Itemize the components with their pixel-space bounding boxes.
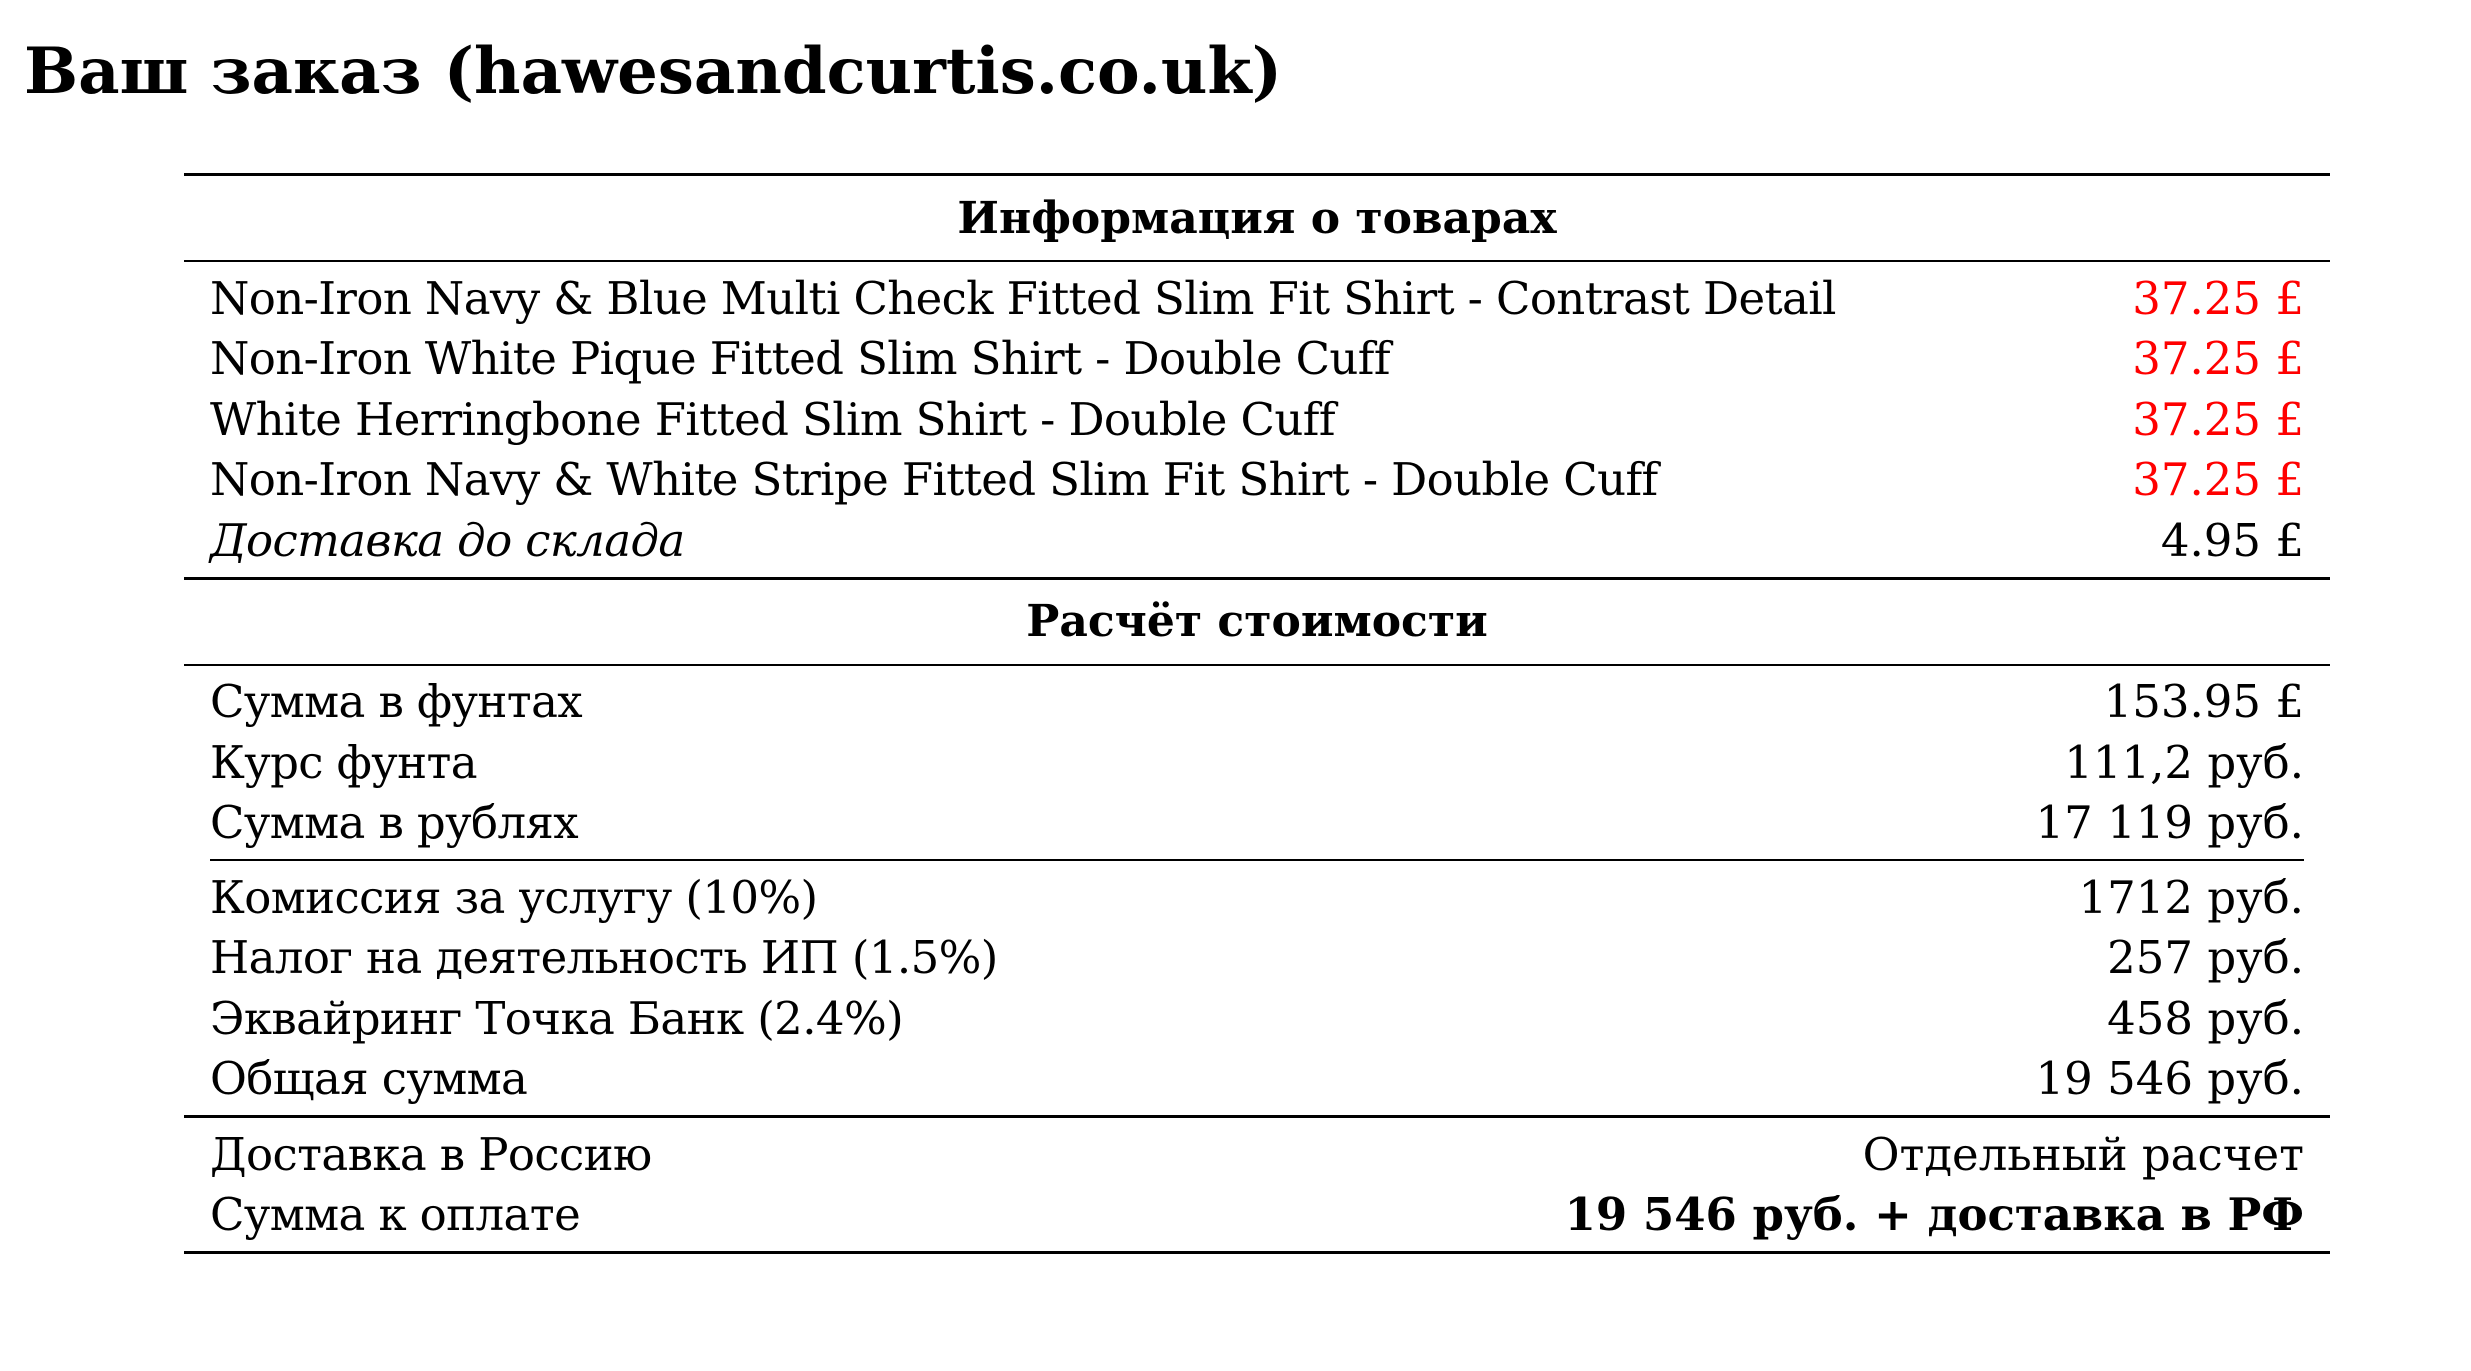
goods-item-name: Non-Iron Navy & White Stripe Fitted Slim Fit Shirt - Double Cuff bbox=[210, 453, 1658, 507]
goods-item-row bbox=[184, 389, 2330, 450]
exchange-rate-value: 111,2 руб. bbox=[2064, 735, 2304, 789]
sum-gbp-row bbox=[184, 672, 2330, 733]
goods-item-name: Non-Iron White Pique Fitted Slim Shirt - Double Cuff bbox=[210, 332, 1390, 386]
goods-item-price: 37.25 £ bbox=[2132, 392, 2304, 446]
final-group bbox=[184, 1118, 2330, 1251]
calculation-section-header: Расчёт стоимости bbox=[1026, 596, 1488, 647]
sum-rub-label: Сумма в рублях bbox=[210, 796, 579, 850]
service-fee-label: Комиссия за услугу (10%) bbox=[210, 870, 818, 924]
sum-gbp-value: 153.95 £ bbox=[2103, 675, 2304, 729]
exchange-rate-row bbox=[184, 732, 2330, 793]
sum-rub-row bbox=[184, 793, 2330, 854]
exchange-rate-label: Курс фунта bbox=[210, 735, 478, 789]
sum-gbp-label: Сумма в фунтах bbox=[210, 675, 583, 729]
service-fee-row bbox=[184, 867, 2330, 928]
total-value: 19 546 руб. bbox=[2035, 1052, 2304, 1106]
amount-to-pay-label: Сумма к оплате bbox=[210, 1188, 581, 1242]
calculation-group-fees bbox=[184, 861, 2330, 1115]
amount-to-pay-value: 19 546 руб. + доставка в РФ bbox=[1564, 1188, 2304, 1242]
goods-item-price: 37.25 £ bbox=[2132, 271, 2304, 325]
goods-item-name: White Herringbone Fitted Slim Shirt - Double Cuff bbox=[210, 392, 1335, 446]
warehouse-delivery-row bbox=[184, 510, 2330, 571]
acquiring-value: 458 руб. bbox=[2107, 991, 2304, 1045]
goods-item-row bbox=[184, 329, 2330, 390]
calculation-group-currency bbox=[184, 666, 2330, 860]
goods-item-name: Non-Iron Navy & Blue Multi Check Fitted Slim Fit Shirt - Contrast Detail bbox=[210, 271, 1836, 325]
tax-label: Налог на деятельность ИП (1.5%) bbox=[210, 931, 998, 985]
amount-to-pay-row bbox=[184, 1185, 2330, 1246]
tax-row bbox=[184, 928, 2330, 989]
warehouse-delivery-value: 4.95 £ bbox=[2160, 513, 2304, 567]
page-title: Ваш заказ (hawesandcurtis.co.uk) bbox=[24, 34, 1282, 109]
tax-value: 257 руб. bbox=[2107, 931, 2304, 985]
russia-delivery-row bbox=[184, 1124, 2330, 1185]
goods-item-row bbox=[184, 268, 2330, 329]
warehouse-delivery-label: Доставка до склада bbox=[210, 513, 685, 567]
total-label: Общая сумма bbox=[210, 1052, 528, 1106]
goods-item-price: 37.25 £ bbox=[2132, 332, 2304, 386]
service-fee-value: 1712 руб. bbox=[2078, 870, 2304, 924]
russia-delivery-label: Доставка в Россию bbox=[210, 1127, 652, 1181]
russia-delivery-value: Отдельный расчет bbox=[1862, 1127, 2304, 1181]
goods-section-header: Информация о товарах bbox=[957, 192, 1557, 244]
order-table bbox=[184, 173, 2330, 1254]
goods-list bbox=[184, 262, 2330, 577]
goods-item-price: 37.25 £ bbox=[2132, 453, 2304, 507]
acquiring-label: Эквайринг Точка Банк (2.4%) bbox=[210, 991, 904, 1045]
acquiring-row bbox=[184, 988, 2330, 1049]
sum-rub-value: 17 119 руб. bbox=[2035, 796, 2304, 850]
bottom-rule bbox=[184, 1251, 2330, 1254]
total-row bbox=[184, 1049, 2330, 1110]
goods-item-row bbox=[184, 450, 2330, 511]
